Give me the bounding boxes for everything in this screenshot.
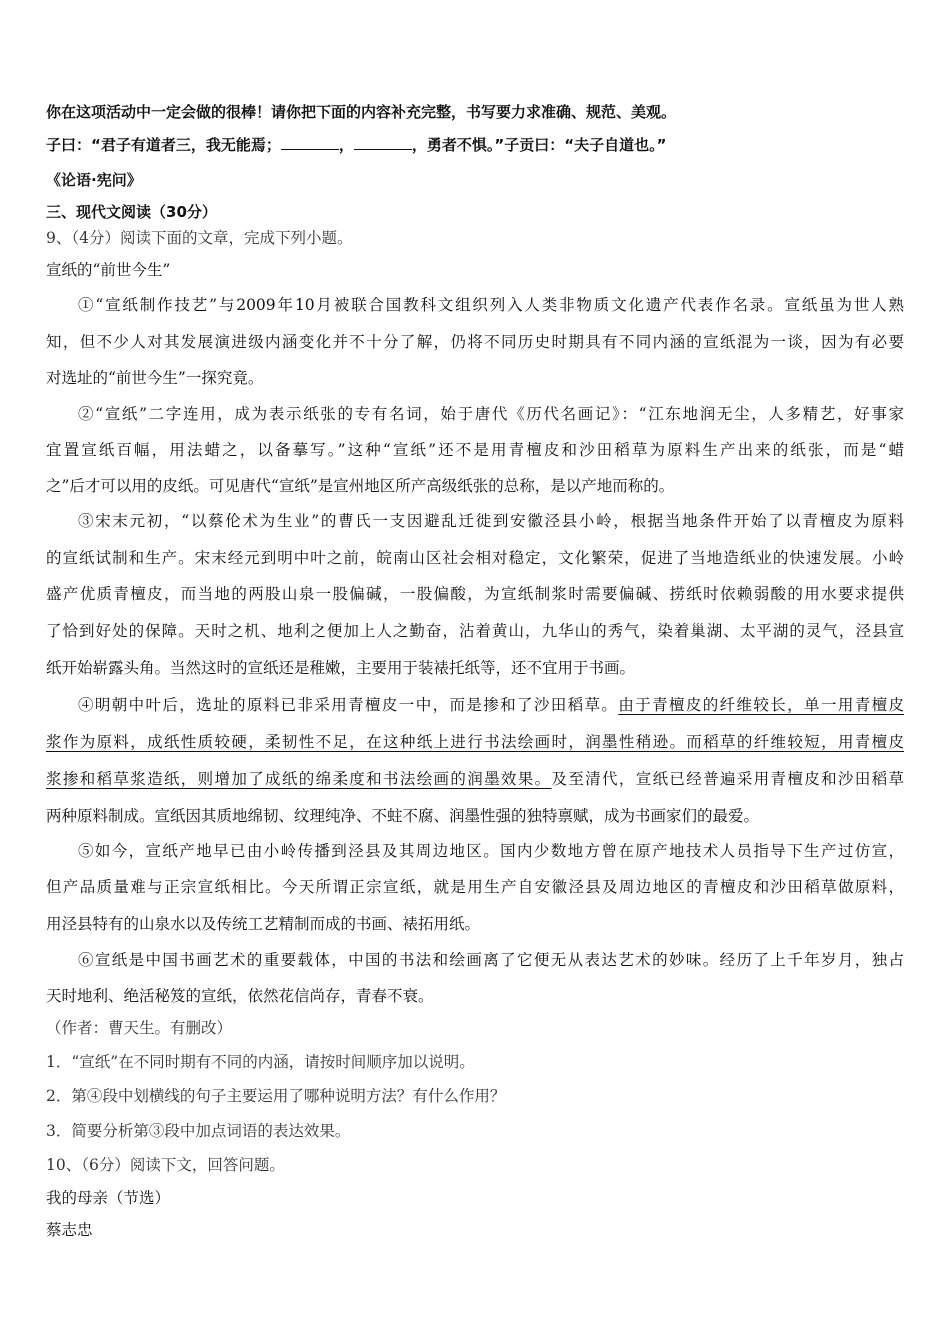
plain-text: 及至清代，宣纸已经普遍采用青檀皮和沙田稻草 xyxy=(551,770,904,788)
underlined-sentence: 浆掺和稻草浆造纸，则增加了成纸的绵柔度和书法绘画的润墨效果。 xyxy=(46,770,552,788)
article-2-title: 我的母亲（节选） xyxy=(46,1189,171,1207)
paragraph-1-line: 知，但不少人对其发展演进级内涵变化并不十分了解，仍将不同历史时期具有不同内涵的宣纸混为一谈，因为有必要 xyxy=(46,333,904,351)
answer-blank-1[interactable] xyxy=(281,135,339,150)
article-2-author: 蔡志忠 xyxy=(46,1221,93,1239)
question-9-prompt: 9、（4分）阅读下面的文章，完成下列小题。 xyxy=(46,229,353,247)
quote-start: 子曰：“君子有道者三，我无能焉； xyxy=(46,136,281,154)
answer-blank-2[interactable] xyxy=(354,135,412,150)
paragraph-1-line: 对选址的“前世今生”一探究竟。 xyxy=(46,369,264,387)
paragraph-1-line: ①“宣纸制作技艺”与2009年10月被联合国教科文组织列入人类非物质文化遗产代表作名录。宣纸虽为世人熟 xyxy=(78,296,904,314)
instruction-text: 你在这项活动中一定会做的很棒！请你把下面的内容补充完整，书写要力求准确、规范、美观。 xyxy=(46,103,677,121)
article-author: （作者：曹天生。有删改） xyxy=(46,1019,233,1037)
paragraph-4-line xyxy=(46,769,904,789)
paragraph-4-line: 两种原料制成。宣纸因其质地绵韧、纹理纯净、不蛀不腐、润墨性强的独特禀赋，成为书画家们的最爱。 xyxy=(46,807,760,825)
sub-question-1: 1．“宣纸”在不同时期有不同的内涵，请按时间顺序加以说明。 xyxy=(46,1053,475,1071)
quote-separator: ， xyxy=(338,136,354,154)
paragraph-2-line: 之”后才可以用的皮纸。可见唐代“宣纸”是宣州地区所产高级纸张的总称，是以产地而称的。 xyxy=(46,477,675,495)
paragraph-3-line: 纸开始崭露头角。当然这时的宣纸还是稚嫩，主要用于装裱托纸等，还不宜用于书画。 xyxy=(46,659,636,677)
paragraph-5-line: ⑤如今，宣纸产地早已由小岭传播到泾县及其周边地区。国内少数地方曾在原产地技术人员指导下生产过仿宣， xyxy=(78,842,904,860)
article-title: 宣纸的“前世今生” xyxy=(46,261,171,279)
paragraph-2-line: 宜置宣纸百幅，用法蜡之，以备摹写。”这种“宣纸”还不是用青檀皮和沙田稻草为原料生产出来的纸张，而是“蜡 xyxy=(46,441,904,459)
section-title: 三、现代文阅读（30分） xyxy=(46,203,217,221)
paragraph-5-line: 用泾县特有的山泉水以及传统工艺精制而成的书画、裱拓用纸。 xyxy=(46,915,481,933)
fill-blank-quote xyxy=(46,135,904,155)
plain-text: ④明朝中叶后，选址的原料已非采用青檀皮一中，而是掺和了沙田稻草。 xyxy=(78,696,619,714)
sub-question-3: 3．简要分析第③段中加点词语的表达效果。 xyxy=(46,1122,351,1140)
paragraph-3-line: 了恰到好处的保障。天时之机、地利之便加上人之勤奋，沾着黄山，九华山的秀气，染着巢湖、太平湖的灵气，泾县宣 xyxy=(46,622,904,640)
paragraph-3-line: 盛产优质青檀皮，而当地的两股山泉一股偏碱，一股偏酸，为宣纸制浆时需要偏碱、捞纸时依赖弱酸的用水要求提供 xyxy=(46,585,904,603)
question-10-prompt: 10、（6分）阅读下文，回答问题。 xyxy=(46,1156,285,1174)
paragraph-3-line: ③宋末元初，“以蔡伦术为生业”的曹氏一支因避乱迁徙到安徽泾县小岭，根据当地条件开始了以青檀皮为原料 xyxy=(78,512,904,530)
quote-end: ，勇者不惧。”子贡曰：“夫子自道也。” xyxy=(411,136,667,154)
paragraph-3-line: 的宣纸试制和生产。宋末经元到明中叶之前，皖南山区社会相对稳定，文化繁荣，促进了当地造纸业的快速发展。小岭 xyxy=(46,549,904,567)
paragraph-4-line xyxy=(46,695,904,715)
paragraph-5-line: 但产品质量难与正宗宣纸相比。今天所谓正宗宣纸，就是用生产自安徽泾县及周边地区的青檀皮和沙田稻草做原料， xyxy=(46,878,904,896)
underlined-sentence: 浆作为原料，成纸性质较硬，柔韧性不足，在这种纸上进行书法绘画时，润墨性稍逊。而稻草的纤维较短，用青檀皮 xyxy=(46,733,904,751)
underlined-sentence: 由于青檀皮的纤维较长，单一用青檀皮 xyxy=(618,696,904,714)
quote-source: 《论语·宪问》 xyxy=(46,171,142,189)
sub-question-2: 2．第④段中划横线的句子主要运用了哪种说明方法？有什么作用？ xyxy=(46,1087,506,1105)
paragraph-4-line xyxy=(46,732,904,752)
paragraph-2-line: ②“宣纸”二字连用，成为表示纸张的专有名词，始于唐代《历代名画记》：“江东地润无尘，人多精艺，好事家 xyxy=(78,405,904,423)
paragraph-6-line: ⑥宣纸是中国书画艺术的重要载体，中国的书法和绘画离了它便无从表达艺术的妙味。经历了上千年岁月，独占 xyxy=(78,951,904,969)
paragraph-6-line: 天时地利、绝活秘笈的宣纸，依然花信尚存，青春不衰。 xyxy=(46,987,434,1005)
